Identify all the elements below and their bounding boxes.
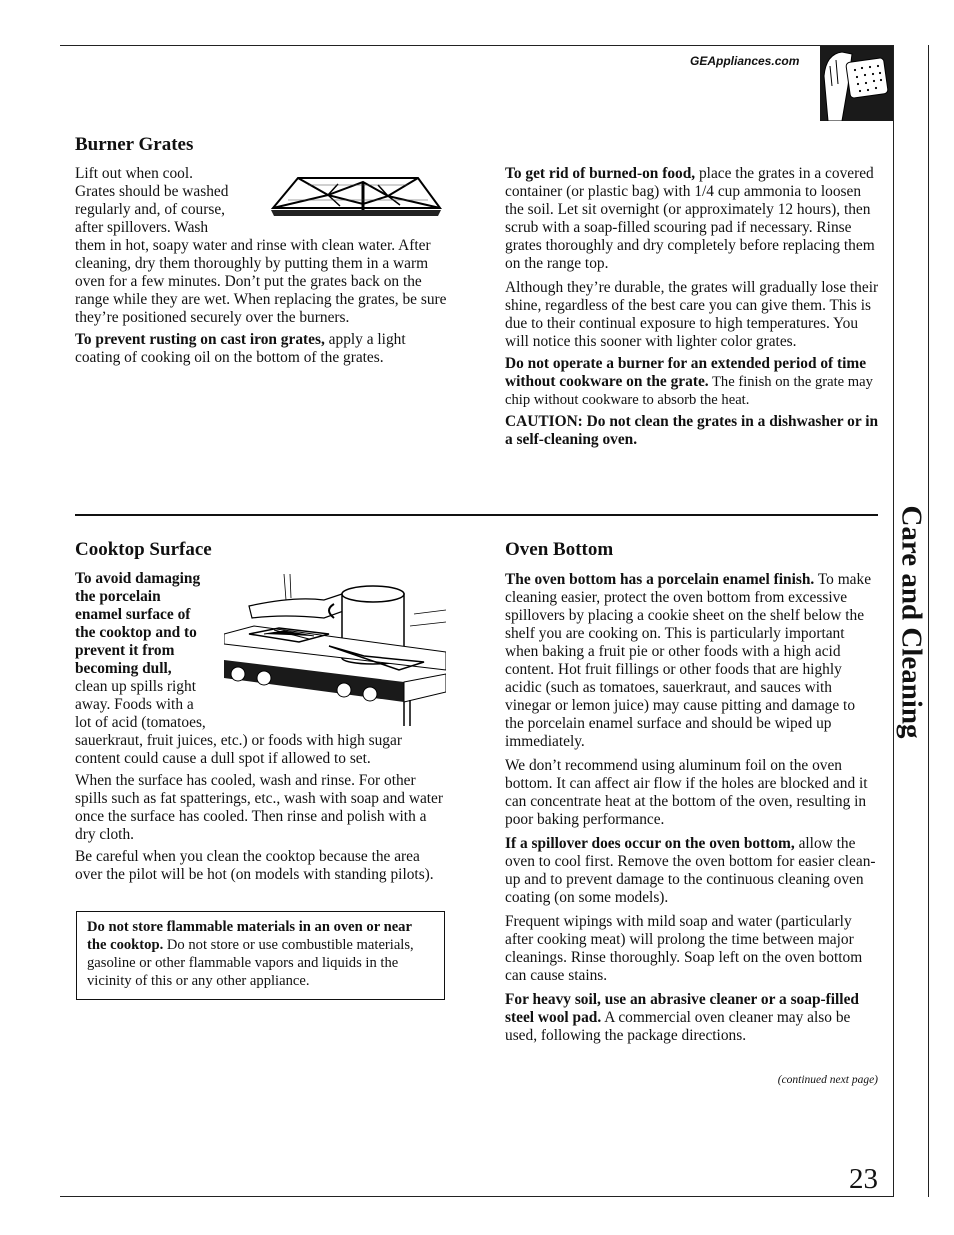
burner-grates-p1-rest: them in hot, soapy water and rinse with clean water. After cleaning, dry them thoroughly by putting them in a warm oven for a few minutes. Don’t put the grates back on the range while they are wet. When replacing the grates, be sure they’re positioned securely over the burners. (75, 237, 447, 326)
oven-bottom-p3-bold: If a spillover does occur on the oven bottom, (505, 835, 795, 852)
oven-bottom-p1-rest: To make cleaning easier, protect the oven bottom from excessive spillovers by placing a cookie sheet on the shelf below the shelf you are cooking on. This is particularly important when baking a fruit pie or other foods with a high acid content. Hot fruit fillings or other foods that are highly acidic (such as tomatoes, sauerkraut, and sauces with vinegar or lemon juice) may cause pitting and damage to the porcelain enamel surface and should be wiped up immediately. (505, 571, 872, 750)
oven-bottom-title: Oven Bottom (505, 539, 614, 560)
burner-grates-r1-bold: To get rid of burned-on food, (505, 165, 696, 182)
oven-bottom-p4: Frequent wipings with mild soap and water (particularly after cooking meat) will prolong the time between major cleanings. Rinse thoroughly. Soap left on the oven bottom can cause stains. (505, 913, 863, 984)
warning-rest: Do not store or use combustible materials, gasoline or other flammable vapors and liquids in the vicinity of this or any other appliance. (87, 937, 414, 989)
top-rule (60, 45, 894, 46)
sponge-hand-icon (820, 46, 893, 121)
burner-grates-p1-line: Grates should be washed (75, 183, 229, 200)
burner-grates-r1 (505, 165, 880, 273)
oven-bottom-p1-bold: The oven bottom has a porcelain enamel finish. (505, 571, 815, 588)
burner-grates-r1-rest: place the grates in a covered container (or plastic bag) with 1/4 cup ammonia to loosen the soil. Let sit overnight (or approximately 12 hours), then scrub with a soap-filled scouring pad if necessary. Rinse grates thoroughly and dry completely before replacing them on the range top. (505, 165, 875, 272)
burner-grates-r2: Although they’re durable, the grates will gradually lose their shine, regardless of the best care you can give them. This is due to their continual exposure to high temperatures. You will notice this sooner with lighter color grates. (505, 279, 879, 350)
burner-grates-p1-line: regularly and, of course, (75, 201, 225, 218)
side-tab-label: Care and Cleaning (895, 505, 928, 739)
burner-grates-p2-bold: To prevent rusting on cast iron grates, (75, 331, 325, 348)
cooktop-line: lot of acid (tomatoes, (75, 714, 206, 731)
oven-bottom-p5-rest: A commercial oven cleaner may also be used, following the package directions. (505, 1009, 851, 1044)
header-site: GEAppliances.com (690, 54, 800, 68)
cooktop-illustration (224, 574, 446, 730)
burner-grates-r3 (505, 355, 880, 409)
burner-grates-right (505, 165, 880, 449)
side-border-outer (928, 45, 929, 1197)
oven-bottom-p3 (505, 835, 877, 907)
cooktop-bold-line: becoming dull, (75, 660, 172, 677)
cooktop-bold-line: the cooktop and to (75, 624, 197, 641)
cooktop-p2: When the surface has cooled, wash and rinse. For other spills such as fat spatterings, etc., wash with soap and water once the surface has cooled. Then rinse and polish with a dry cloth. (75, 772, 444, 843)
oven-bottom-text (505, 571, 877, 1045)
warning-bold: Do not store flammable materials in an oven or near the cooktop. (87, 919, 412, 953)
grate-illustration (268, 170, 443, 220)
oven-bottom-p5 (505, 991, 877, 1045)
burner-grates-r3-bold: Do not operate a burner for an extended period of time without cookware on the grate. (505, 355, 867, 390)
oven-bottom-p1 (505, 571, 877, 751)
oven-bottom-p5-bold: For heavy soil, use an abrasive cleaner or a soap-filled steel wool pad. (505, 991, 859, 1026)
cooktop-bold-line: the porcelain (75, 588, 161, 605)
burner-grates-title: Burner Grates (75, 134, 194, 155)
cooktop-line: away. Foods with a (75, 696, 194, 713)
cooktop-bold-line: prevent it from (75, 642, 175, 659)
burner-grates-r4 (505, 413, 880, 449)
cooktop-surface-title: Cooktop Surface (75, 539, 212, 560)
burner-grates-r3-rest: The finish on the grate may chip without cookware to absorb the heat. (505, 374, 873, 408)
cooktop-p1-rest: sauerkraut, fruit juices, etc.) or foods with high sugar content could cause a dull spot if allowed to set. (75, 732, 402, 767)
bottom-rule (60, 1196, 894, 1197)
section-divider (75, 514, 878, 516)
oven-bottom-p2: We don’t recommend using aluminum foil on the oven bottom. It can affect air flow if the holes are blocked and it can concentrate heat at the bottom of the oven, resulting in poor baking performance. (505, 757, 868, 828)
burner-grates-p2 (75, 331, 450, 367)
cooktop-p3: Be careful when you clean the cooktop because the area over the pilot will be hot (on models with standing pilots). (75, 848, 434, 883)
cooktop-line: clean up spills right (75, 678, 196, 695)
burner-grates-r4-bold: CAUTION: Do not clean the grates in a dishwasher or in a self-cleaning oven. (505, 413, 879, 448)
continued-note: (continued next page) (777, 1074, 878, 1086)
page-number: 23 (849, 1163, 878, 1195)
cooktop-bold-line: To avoid damaging (75, 570, 201, 587)
burner-grates-p2-rest: apply a light coating of cooking oil on the bottom of the grates. (75, 331, 406, 366)
warning-box (76, 911, 445, 1000)
burner-grates-p1-line: after spillovers. Wash (75, 219, 209, 236)
warning-text (87, 918, 434, 990)
burner-grates-p1-line: Lift out when cool. (75, 165, 193, 182)
oven-bottom-p3-rest: allow the oven to cool first. Remove the oven bottom for easier clean-up and to prevent damage to the continuous cleaning oven coating (on some models). (505, 835, 876, 906)
cooktop-bold-line: enamel surface of (75, 606, 191, 623)
